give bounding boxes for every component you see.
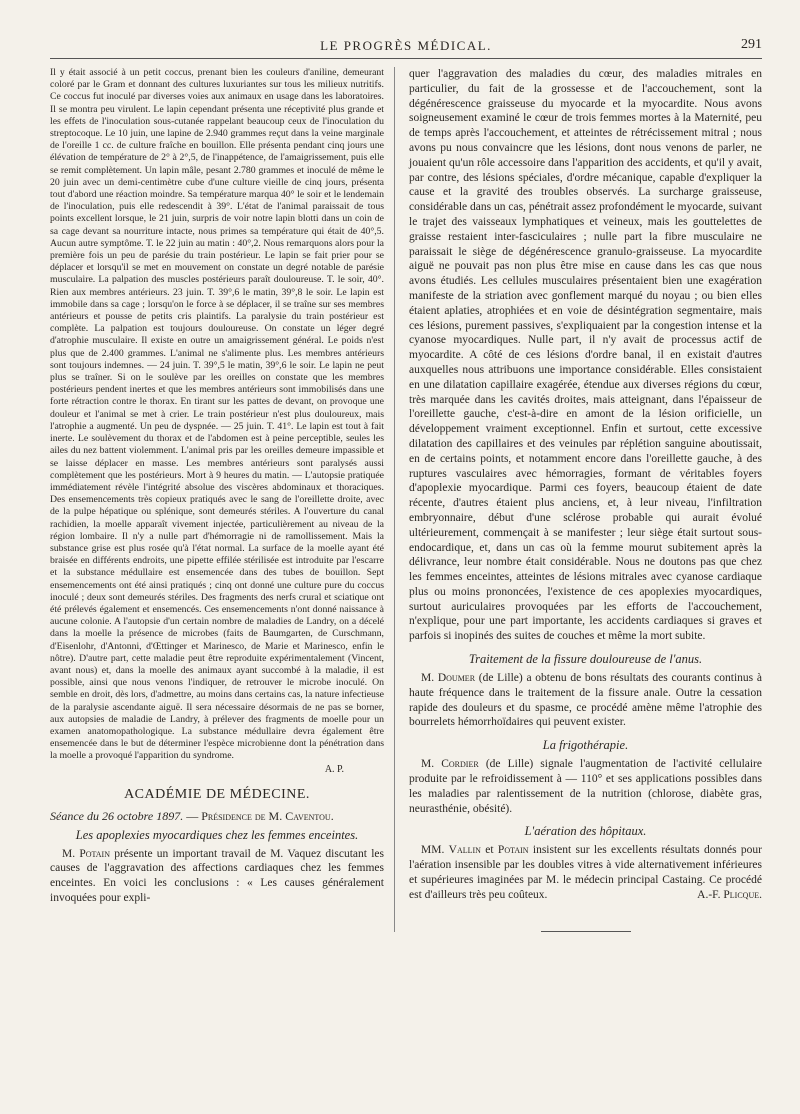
article-signature: A. P.: [324, 763, 344, 775]
running-header: [50, 36, 762, 59]
page-number: 291: [741, 37, 762, 52]
apoplexy-topic-title: Les apoplexies myocardiques chez les femmes enceintes.: [75, 827, 359, 842]
article-continuation: Il y était associé à un petit coccus, prenant bien les couleurs d'aniline, demeurant coloré par le Gram et donnant des cultures luxuriantes sur tous les milieux nutritifs. Ce coccus fut inoculé par diverses voies aux animaux en usage dans les laboratoires. Il se montra peu virulent. Le lapin cependant présenta une réceptivité plus grande et les effets de l'inoculation sous-cutanée rappelant beaucoup ceux de l'inoculation du streptocoque. Le 10 juin, une lapine de 2.940 grammes reçut dans la veine marginale de l'oreille 1 cc. de culture fraîche en bouillon. Elle présenta pendant cinq jours une élévation de température de 2° à 2°,5, de l'inappétence, de l'amaigrissement, puis elle se remit complètement. Un lapin mâle, pesant 2.780 grammes et inoculé de même le 20 juin avec un demi-centimètre cube d'une culture vieille de cinq jours, présenta tout d'abord une réaction moindre. Sa température marqua 40° le soir et le lendemain de l'inoculation, puis elle redescendit à 39°. L'état de l'animal paraissait de tous points excellent lorsque, le 21 juin, surpris de voir notre lapin blotti dans un coin de sa cage devant sa nourriture intacte, nous primes sa température qui était de 40°,5. Aucun autre symptôme. T. le 22 juin au matin : 40°,2. Nous remarquons alors pour la première fois un peu de parésie du train postérieur. Le lapin se fait prier pour se déplacer et lorsqu'il se met en mouvement on constate un degré notable de parésie musculaire. La palpation des muscles postérieurs paraît douloureuse. T. le soir, 40°. Rien aux membres antérieurs. 23 juin. T. 39°,6 le matin, 39°,8 le soir. Le lapin est immobile dans sa cage ; lorsqu'on le force à se déplacer, il se traîne sur ses membres antérieurs et pousse de petits cris plaintifs. La paralysie du train postérieur est complète. La palpation est toujours douloureuse. On constate un léger degré d'atrophie musculaire. Il existe en outre un amaigrissement général. Le poids n'est plus que de 2.400 grammes. L'animal ne s'alimente plus. Les membres antérieurs sont toujours indemnes. — 24 juin. T. 39°,5 le matin, 39°,6 le soir. Le lapin ne peut plus se traîner. Si on le soulève par les oreilles on constate que les membres postérieurs pendent inertes et que les membres antérieurs sont immobilisés dans une forte rétraction contre le thorax. En tirant sur les pattes de devant, on provoque une douleur et l'animal se met à crier. Le train postérieur n'est plus douloureux, mais l'atrophie a augmenté. Un peu de dyspnée. — 25 juin. T. 41°. Le lapin est tout à fait inerte. Le soulèvement du thorax et de l'abdomen est à peine perceptible, seules les ailes du nez battent violemment. L'animal pris par les oreilles demeure impassible et se laisse déplacer en masse. Les membres antérieurs sont paralysés aussi complètement que les postérieurs. Mort à 9 heures du matin. — L'autopsie pratiquée immédiatement révèle l'intégrité absolue des viscères abdominaux et thoraciques. Des ensemencements très copieux pratiqués avec le sang de l'oreillette droite, avec de la pulpe hépatique ou splénique, sont demeurés stériles. A l'ouverture du canal rachidien, la moelle apparaît vivement injectée, particulièrement au niveau de la région lombaire. Il n'y a nulle part d'hémorragie ni de ramollissement. Mais la substance grise est plus rosée qu'à l'état normal. La surface de la moelle ayant été braisée en différents endroits, une pipette effilée stérilisée est introduite par l'escarre et la substance médullaire est ensemencée dans des tubes de bouillon. Sept ensemencements ont été ainsi pratiqués ; cinq ont donné une culture pure du coccus inoculé ; deux sont demeurés stériles. Des fragments des nerfs crural et sciatique ont été prélevés également et ensemencés. Ces ensemencements n'ont donné naissance à aucune colonie. A l'autopsie d'un certain nombre de maladies de Landry, on a décelé dans la moelle la présence de microbes (faits de Baumgarten, de Curschmann, d'Eisenlohr, d'Antonni, d'Œttinger et Marinesco, de Marie et Marinesco, enfin le nôtre). D'autre part, cette maladie peut être reproduite expérimentalement (Vincent, avant nous) et, dans la moelle des animaux ayant succombé à la maladie, il est possible, ainsi que nous venons l'indiquer, de retrouver le microbe inoculé. On semble en droit, dès lors, d'admettre, au moins dans certains cas, la nature infectieuse de la paralysie ascendante aiguë. Il sera nécessaire désormais de ne pas se borner, aux autopsies de maladie de Landry, à prélever des fragments de moelle pour un examen anatomopathologique. La substance médullaire devra également être ensemencée dans le but de déterminer l'espèce microbienne dont la pénétration dans la moelle a provoqué l'apparition du syndrome.: [50, 67, 384, 762]
doumer-text: (de Lille) a obtenu de bons résultats des courants continus à haute fréquence dans le traitement de la fissure anale. Outre la cessation rapide des douleurs et du spasme, ce procédé amène même l'atrophie des bourrelets hémorrhoïdaires qui peuvent exister.: [409, 672, 762, 729]
mm-prefix: MM.: [421, 844, 449, 857]
frigotherapy-title: La frigothérapie.: [542, 738, 629, 753]
potain-name: M. Potain: [62, 847, 110, 860]
aeration-title: L'aération des hôpitaux.: [524, 824, 647, 839]
fissure-title: Traitement de la fissure douloureuse de l'anus.: [468, 652, 703, 667]
and-word: et: [480, 844, 498, 857]
cordier-paragraph: [409, 757, 762, 816]
potain2-name: Potain: [497, 844, 529, 857]
session-line: [50, 809, 384, 824]
session-dash: —: [183, 808, 202, 823]
vallin-name: Vallin: [448, 844, 481, 857]
left-column: [50, 67, 395, 932]
session-date: Séance du 26 octobre 1897.: [50, 808, 184, 823]
end-rule: [541, 931, 631, 932]
potain-text: présente un important travail de M. Vaquez discutant les causes de l'aggravation des affections cardiaques chez les femmes enceintes. En voici les conclusions : « Les causes généralement invoquées pour expli-: [50, 847, 384, 904]
cordier-name: M. Cordier: [421, 758, 479, 771]
potain-paragraph: [50, 847, 384, 906]
cordier-text: (de Lille) signale l'augmentation de l'activité cellulaire produite par le refroidissement à — 110° et ses applications possibles dans les maladies par ralentissement de la nutrition (chlorose, diabète gras, neurasthénie, obésité).: [409, 758, 762, 815]
text-columns: [50, 67, 762, 932]
session-presidency: Présidence de M. Caventou.: [201, 808, 334, 823]
aeration-text: insistent sur les excellents résultats donnés pour l'aération insensible par les doubles vitres à vide alternativement inférieures et supérieures imaginées par M. le médecin principal Castaing. Ce procédé est d'ailleurs très peu coûteux.: [409, 844, 762, 901]
aeration-paragraph: [409, 843, 762, 902]
aeration-signature: A.-F. Plicque.: [697, 888, 762, 901]
journal-title: LE PROGRÈS MÉDICAL.: [320, 38, 492, 53]
doumer-paragraph: [409, 671, 762, 730]
vaquez-conclusions: quer l'aggravation des maladies du cœur, des maladies mitrales en particulier, du fait de la grossesse et de l'accouchement, sont la dégénérescence graisseuse du myocarde et la myocardite. Nous avons soigneusement examiné le cœur de trois femmes mortes à la Maternité, peu de temps après l'accouchement, et atteintes de rétrécissement mitral ; nous avons pu nous convaincre que les lésions, dont nous venons de parler, ne jouaient qu'un rôle accessoire dans l'apparition des accidents, et qu'il y avait, par contre, des lésions spéciales, d'ordre mécanique, capable d'expliquer la cause et la gravité des troubles observés. La surcharge graisseuse, considérable dans un cas, pénétrait assez profondément le myocarde, suivant le trajet des vaisseaux lymphatiques et veineux, mais les gouttelettes de graisse restaient inter-fasciculaires ; nulle part la fibre musculaire ne paraissait le siège de dégénérescence granulo-graisseuse. La myocardite aiguë ne pouvait pas non plus être mise en cause dans les cas que nous avons étudiés. Les cellules musculaires présentaient bien une exagération manifeste de la striation avec gonflement marqué du noyau ; ou bien elles étaient aplaties, atrophiées et en voie de désintégration segmentaire, mais ces lésions, purement passives, s'expliquaient par la congestion intense et la cyanose myocardiques. Nulle part, il n'y avait de processus actif de myocardite. A côté de ces lésions d'ordre banal, il en existait d'autres auxquelles nous attribuons une importance considérable. Elles consistaient en une dilatation capillaire exagérée, étendue aux diverses régions du cœur, très marquée dans les cavités droites, mais atteignant, dans l'épaisseur de l'oreillette gauche, c'est-à-dire en amont de la lésion orificielle, un développement vraiment exceptionnel. Enfin et surtout, cette excessive dilatation des capillaires et des veinules par réplétion sanguine aboutissait, en de certains points, et notamment encore dans l'oreillette gauche, à des ruptures vasculaires avec hémorragies, formant de véritables foyers d'apoplexie myocardique. Parmi ces foyers, beaucoup étaient de date récente, d'autres étaient plus anciens, et, à leur niveau, l'infiltration embryonnaire, début d'une sclérose probable qui aurait évolué ultérieurement, commençait à se manifester ; leur siège était surtout sous-endocardique, et, dans un cas où la femme mourut subitement après la délivrance, leur nombre était considérable. Nous ne doutons pas que chez les femmes enceintes, atteintes de lésions mitrales avec cyanose cardiaque plus ou moins prononcées, l'existence de ces apoplexies myocardiques, surtout auriculaires provoquées par les efforts de l'accouchement, n'explique, pour une part importante, les accidents cardiaques si graves et parfois si inopinés des suites de couches et même la mort subite.: [409, 68, 762, 643]
academy-heading: ACADÉMIE DE MÉDECINE.: [124, 786, 310, 802]
doumer-name: M. Doumer: [421, 672, 476, 685]
right-column: [395, 67, 762, 932]
